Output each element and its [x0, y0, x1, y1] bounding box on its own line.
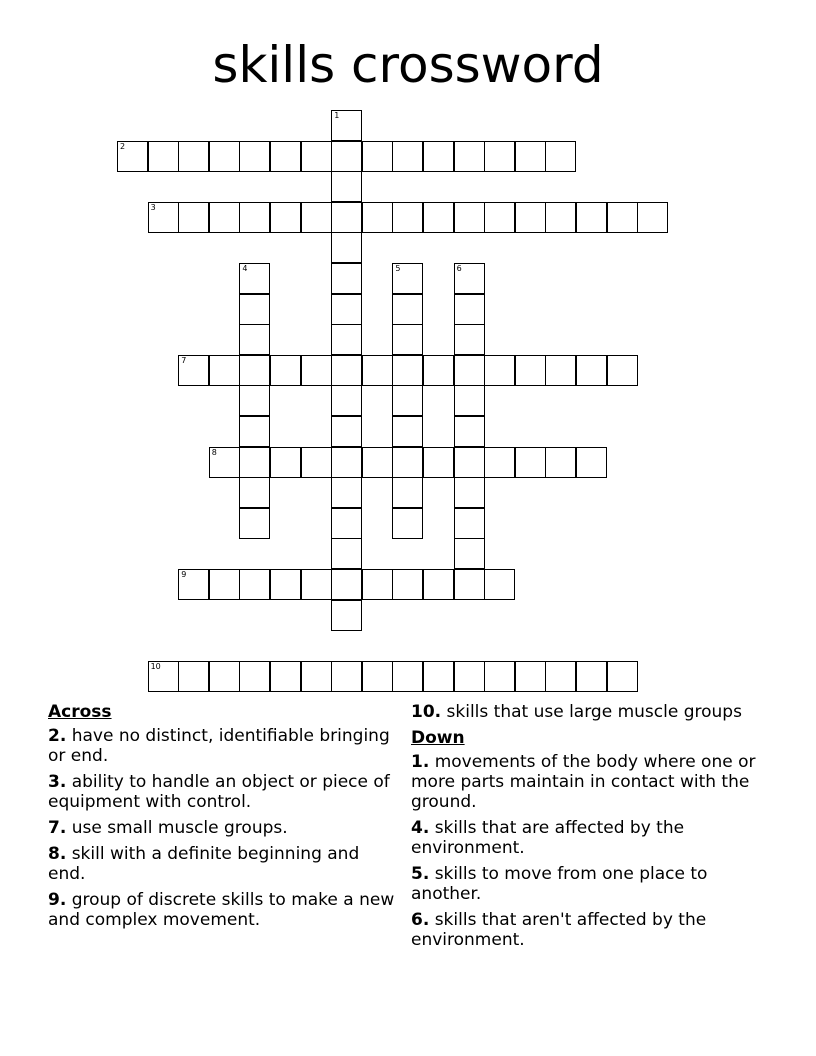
grid-cell[interactable]: [545, 202, 576, 233]
grid-cell[interactable]: [117, 141, 148, 172]
clue-text: skills that are affected by the environment.: [411, 818, 685, 858]
grid-cell[interactable]: [515, 202, 546, 233]
grid-cell[interactable]: [331, 355, 362, 386]
grid-cell[interactable]: [178, 661, 209, 692]
clue-number: 8.: [48, 844, 67, 864]
across-clue-9: [48, 890, 396, 930]
grid-cell[interactable]: [331, 294, 362, 325]
down-clue-4: [411, 818, 781, 858]
across-clue-2: [48, 726, 396, 766]
grid-cell[interactable]: [331, 141, 362, 172]
grid-cell[interactable]: [270, 569, 301, 600]
cell-number: 10: [150, 661, 161, 671]
grid-cell[interactable]: [239, 141, 270, 172]
across-clue-3: [48, 772, 396, 812]
clue-text: skill with a definite beginning and end.: [48, 844, 360, 884]
grid-cell[interactable]: [331, 385, 362, 416]
grid-cell[interactable]: [331, 538, 362, 569]
across-heading: Across: [48, 702, 112, 722]
grid-cell[interactable]: [392, 294, 423, 325]
grid-cell[interactable]: [331, 232, 362, 263]
grid-cell[interactable]: [239, 569, 270, 600]
clues-left-column: [48, 702, 396, 936]
grid-cell[interactable]: [331, 600, 362, 631]
grid-cell[interactable]: [362, 661, 393, 692]
grid-cell[interactable]: [454, 324, 485, 355]
grid-cell[interactable]: [392, 141, 423, 172]
grid-cell[interactable]: [423, 447, 454, 478]
grid-cell[interactable]: [545, 661, 576, 692]
clue-text: skills that use large muscle groups: [446, 702, 742, 722]
grid-cell[interactable]: [178, 141, 209, 172]
grid-cell[interactable]: [239, 385, 270, 416]
grid-cell[interactable]: [392, 263, 423, 294]
grid-cell[interactable]: [484, 355, 515, 386]
grid-cell[interactable]: [576, 355, 607, 386]
grid-cell[interactable]: [239, 324, 270, 355]
grid-cell[interactable]: [331, 263, 362, 294]
grid-cell[interactable]: [301, 569, 332, 600]
grid-cell[interactable]: [209, 355, 240, 386]
clue-number: 7.: [48, 818, 67, 838]
grid-cell[interactable]: [454, 538, 485, 569]
grid-cell[interactable]: [239, 416, 270, 447]
cell-number: 3: [150, 202, 156, 212]
grid-cell[interactable]: [270, 447, 301, 478]
grid-cell[interactable]: [239, 294, 270, 325]
grid-cell[interactable]: [362, 202, 393, 233]
grid-cell[interactable]: [576, 447, 607, 478]
cell-number: 6: [456, 264, 462, 273]
grid-cell[interactable]: [392, 324, 423, 355]
grid-cell[interactable]: [148, 661, 179, 692]
clue-number: 4.: [411, 818, 430, 838]
grid-cell[interactable]: [239, 263, 270, 294]
clues-right-column: [411, 702, 781, 956]
grid-cell[interactable]: [270, 661, 301, 692]
grid-cell[interactable]: [178, 355, 209, 386]
grid-cell[interactable]: [576, 202, 607, 233]
page-title: skills crossword: [212, 36, 604, 94]
grid-cell[interactable]: [392, 385, 423, 416]
clue-text: have no distinct, identifiable bringing or end.: [48, 726, 390, 766]
clue-text: ability to handle an object or piece of equipment with control.: [48, 772, 390, 812]
grid-cell[interactable]: [239, 477, 270, 508]
grid-cell[interactable]: [270, 141, 301, 172]
grid-cell[interactable]: [423, 569, 454, 600]
grid-cell[interactable]: [454, 294, 485, 325]
grid-cell[interactable]: [209, 202, 240, 233]
clue-number: 6.: [411, 910, 430, 930]
grid-cell[interactable]: [331, 202, 362, 233]
grid-cell[interactable]: [484, 661, 515, 692]
clue-number: 2.: [48, 726, 67, 746]
grid-cell[interactable]: [209, 447, 240, 478]
grid-cell[interactable]: [331, 416, 362, 447]
grid-cell[interactable]: [392, 355, 423, 386]
down-clue-6: [411, 910, 781, 950]
grid-cell[interactable]: [148, 202, 179, 233]
grid-cell[interactable]: [607, 202, 638, 233]
grid-cell[interactable]: [515, 355, 546, 386]
across-clue-8: [48, 844, 396, 884]
grid-cell[interactable]: [515, 447, 546, 478]
clue-text: use small muscle groups.: [71, 818, 288, 838]
grid-cell[interactable]: [178, 569, 209, 600]
cell-number: 4: [242, 264, 248, 273]
cell-number: 7: [181, 355, 187, 365]
grid-cell[interactable]: [423, 661, 454, 692]
clue-number: 9.: [48, 890, 67, 910]
grid-cell[interactable]: [331, 110, 362, 141]
grid-cell[interactable]: [301, 355, 332, 386]
grid-cell[interactable]: [392, 416, 423, 447]
grid-cell[interactable]: [209, 661, 240, 692]
grid-cell[interactable]: [454, 508, 485, 539]
grid-cell[interactable]: [423, 355, 454, 386]
grid-cell[interactable]: [454, 477, 485, 508]
grid-cell[interactable]: [392, 447, 423, 478]
cell-number: 1: [334, 111, 340, 120]
cell-number: 2: [120, 141, 126, 151]
grid-cell[interactable]: [607, 661, 638, 692]
grid-cell[interactable]: [301, 141, 332, 172]
cell-number: 5: [395, 264, 401, 273]
grid-cell[interactable]: [484, 569, 515, 600]
down-clue-5: [411, 864, 781, 904]
grid-cell[interactable]: [454, 385, 485, 416]
grid-cell[interactable]: [515, 661, 546, 692]
across-clue-10: [411, 702, 781, 722]
grid-cell[interactable]: [301, 202, 332, 233]
grid-cell[interactable]: [392, 202, 423, 233]
grid-cell[interactable]: [392, 508, 423, 539]
grid-cell[interactable]: [239, 447, 270, 478]
grid-cell[interactable]: [331, 324, 362, 355]
grid-cell[interactable]: [209, 569, 240, 600]
grid-cell[interactable]: [454, 661, 485, 692]
grid-cell[interactable]: [607, 355, 638, 386]
grid-cell[interactable]: [484, 202, 515, 233]
grid-cell[interactable]: [454, 416, 485, 447]
grid-cell[interactable]: [392, 661, 423, 692]
grid-cell[interactable]: [454, 263, 485, 294]
grid-cell[interactable]: [362, 569, 393, 600]
down-heading: Down: [411, 728, 465, 748]
across-clue-7: [48, 818, 396, 838]
cell-number: 9: [181, 570, 187, 579]
grid-cell[interactable]: [239, 661, 270, 692]
grid-cell[interactable]: [331, 447, 362, 478]
grid-cell[interactable]: [270, 355, 301, 386]
grid-cell[interactable]: [576, 661, 607, 692]
clue-text: group of discrete skills to make a new and complex movement.: [48, 890, 395, 930]
grid-cell[interactable]: [331, 477, 362, 508]
grid-cell[interactable]: [239, 508, 270, 539]
grid-cell[interactable]: [178, 202, 209, 233]
grid-cell[interactable]: [545, 141, 576, 172]
down-clue-1: [411, 752, 781, 812]
grid-cell[interactable]: [209, 141, 240, 172]
grid-cell[interactable]: [362, 447, 393, 478]
grid-cell[interactable]: [239, 202, 270, 233]
grid-cell[interactable]: [454, 569, 485, 600]
clue-text: movements of the body where one or more parts maintain in contact with the ground.: [411, 752, 756, 812]
grid-cell[interactable]: [423, 202, 454, 233]
clue-number: 10.: [411, 702, 442, 722]
clue-text: skills that aren't affected by the environment.: [411, 910, 707, 950]
grid-cell[interactable]: [392, 477, 423, 508]
grid-cell[interactable]: [637, 202, 668, 233]
grid-cell[interactable]: [484, 141, 515, 172]
grid-cell[interactable]: [331, 508, 362, 539]
grid-cell[interactable]: [484, 447, 515, 478]
grid-cell[interactable]: [362, 355, 393, 386]
grid-cell[interactable]: [331, 661, 362, 692]
grid-cell[interactable]: [454, 355, 485, 386]
grid-cell[interactable]: [362, 141, 393, 172]
grid-cell[interactable]: [454, 202, 485, 233]
clue-number: 3.: [48, 772, 67, 792]
clue-number: 5.: [411, 864, 430, 884]
clue-text: skills to move from one place to another.: [411, 864, 708, 904]
grid-cell[interactable]: [423, 141, 454, 172]
grid-cell[interactable]: [545, 447, 576, 478]
grid-cell[interactable]: [454, 447, 485, 478]
grid-cell[interactable]: [454, 141, 485, 172]
clue-number: 1.: [411, 752, 430, 772]
cell-number: 8: [211, 447, 217, 457]
grid-cell[interactable]: [148, 141, 179, 172]
grid-cell[interactable]: [331, 569, 362, 600]
grid-cell[interactable]: [545, 355, 576, 386]
grid-cell[interactable]: [301, 661, 332, 692]
grid-cell[interactable]: [301, 447, 332, 478]
grid-cell[interactable]: [515, 141, 546, 172]
grid-cell[interactable]: [392, 569, 423, 600]
grid-cell[interactable]: [239, 355, 270, 386]
grid-cell[interactable]: [270, 202, 301, 233]
grid-cell[interactable]: [331, 171, 362, 202]
